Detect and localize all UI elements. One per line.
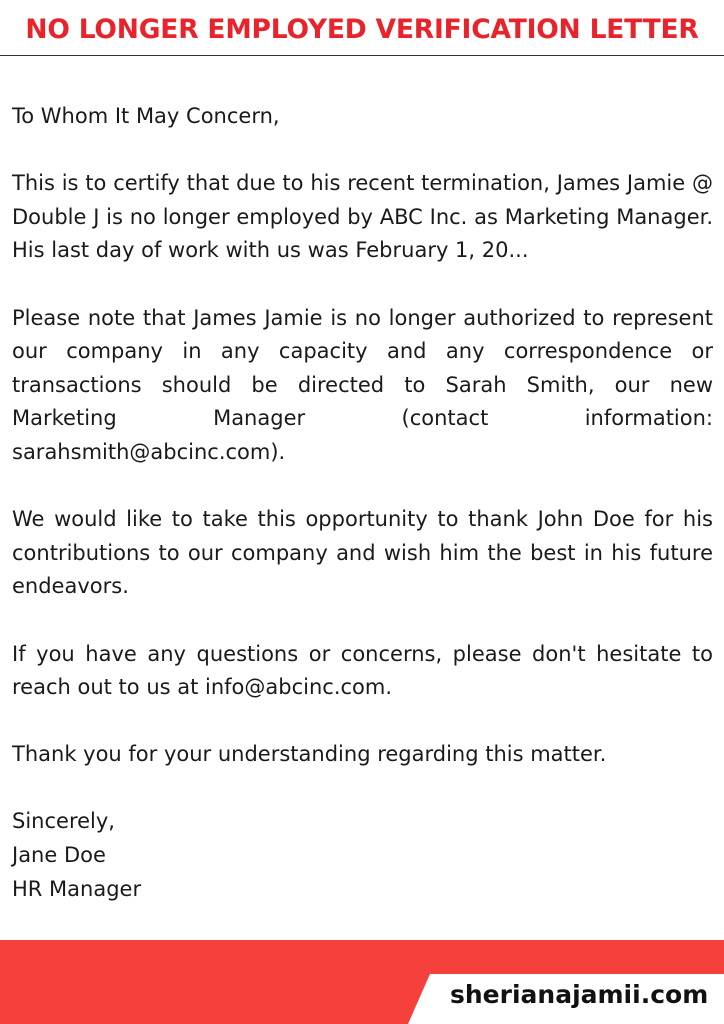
paragraph-termination: This is to certify that due to his recent termination, James Jamie @ Double J is no longer employed by ABC Inc. as Marketing Manager. His last day of work with us was February 1, 20... — [12, 171, 713, 263]
letter-body — [12, 100, 713, 906]
paragraph-contact: If you have any questions or concerns, please don't hesitate to reach out to us at info@abcinc.com. — [12, 641, 713, 700]
signature-block — [12, 805, 713, 906]
page-title: NO LONGER EMPLOYED VERIFICATION LETTER — [25, 14, 699, 45]
footer-brand: sherianajamii.com — [450, 980, 709, 1009]
paragraph-thanks: We would like to take this opportunity to thank John Doe for his contributions to our company and wish him the best in his future endeavors. — [12, 507, 713, 599]
signer-title: HR Manager — [12, 876, 142, 901]
closing-phrase: Sincerely, — [12, 809, 115, 834]
paragraph-closing-thanks: Thank you for your understanding regarding this matter. — [12, 742, 607, 767]
brand-box-slant — [408, 974, 430, 1024]
paragraph-authorization: Please note that James Jamie is no longer authorized to represent our company in any capacity and any correspondence or transactions should be directed to Sarah Smith, our new Marketing Manager (contact information: sarahsmith@abcinc.com). — [12, 305, 713, 464]
footer-brand-box — [430, 974, 724, 1024]
title-divider — [0, 55, 724, 56]
signer-name: Jane Doe — [12, 843, 106, 868]
salutation: To Whom It May Concern, — [12, 104, 280, 128]
